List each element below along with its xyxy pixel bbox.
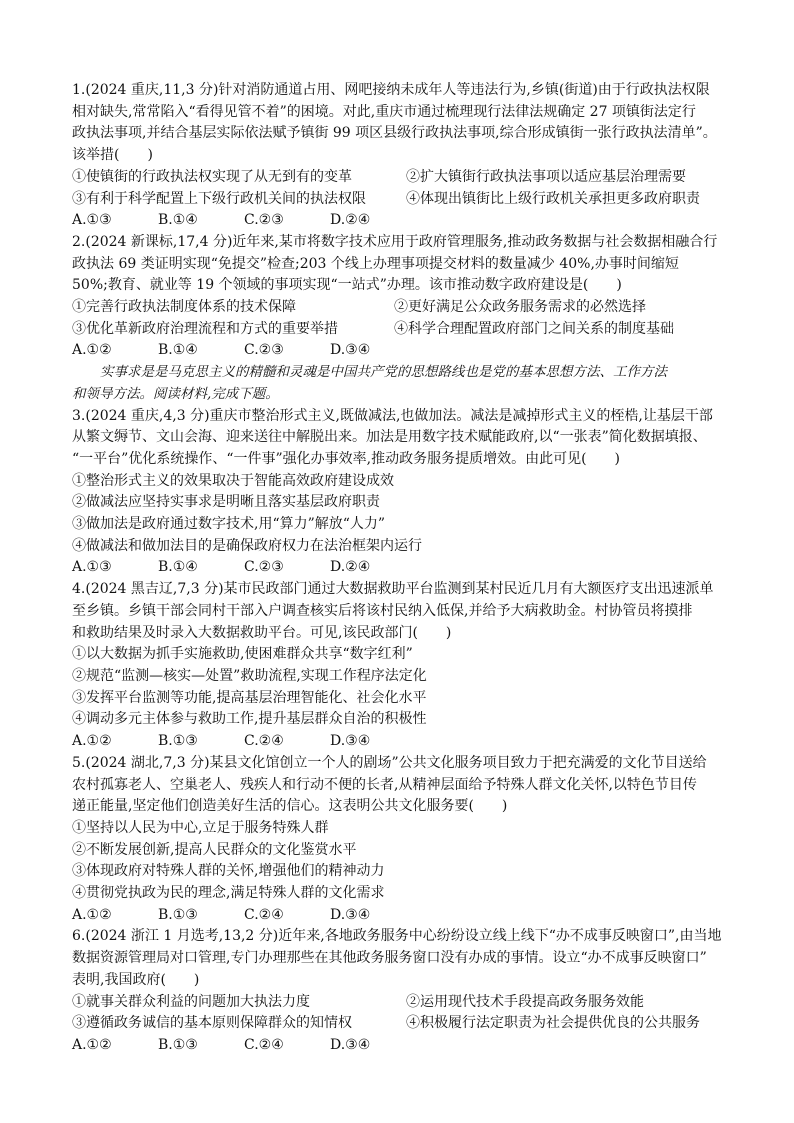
question-stem-line: 数据资源管理局对口管理,专门办理那些在其他政务服务窗口没有办成的事情。设立“办不成事反映窗口” [72,950,707,967]
choice-row [72,1035,732,1057]
statement-3: ③优化革新政府治理流程和方式的重要举措 [72,320,338,337]
question-stem-line: 农村孤寡老人、空巢老人、残疾人和行动不便的长者,从精神层面给予特殊人群文化关怀,以特色节目传 [72,776,697,793]
choice-d: D.③④ [330,733,371,750]
question-stem-line: 该举措( ) [72,147,153,164]
choice-a: A.①③ [72,559,112,576]
question-stem-line: 50%;教育、就业等 19 个领域的事项实现“一站式”办理。该市推动数字政府建设是( ) [72,277,622,294]
question-2 [72,232,732,362]
choice-c: C.②③ [244,212,284,229]
statement-3: ③做加法是政府通过数字技术,用“算力”解放“人力” [72,516,386,533]
statement-row [72,992,732,1014]
question-4 [72,579,732,753]
question-1 [72,80,732,232]
statement-row [72,189,732,211]
choice-c: C.②④ [244,906,284,923]
question-stem-line: 相对缺失,常常陷入“看得见管不着”的困境。对此,重庆市通过梳理现行法律法规确定 27 项镇街法定行 [72,103,696,120]
statement-1: ①整治形式主义的效果取决于智能高效政府建设成效 [72,472,394,489]
statement-2: ②做减法应坚持实事求是明晰且落实基层政府职责 [72,494,380,511]
choice-b: B.①④ [158,342,198,359]
statement-3: ③发挥平台监测等功能,提高基层治理智能化、社会化水平 [72,689,427,706]
question-stem-line: 政执法事项,并结合基层实际依法赋予镇街 99 项区县级行政执法事项,综合形成镇街一张行政执法清单”。 [72,125,717,142]
question-6 [72,926,732,1056]
statement-row [72,319,732,341]
statement-3: ③体现政府对特殊人群的关怀,增强他们的精神动力 [72,863,385,880]
statement-4: ④体现出镇街比上级行政机关承担更多政府职责 [406,190,700,207]
question-stem-line: 表明,我国政府( ) [72,971,200,988]
statement-2: ②运用现代技术手段提高政务服务效能 [406,993,644,1010]
choice-d: D.②④ [330,559,371,576]
statement-row [72,297,732,319]
choice-b: B.①④ [158,559,198,576]
choice-b: B.①③ [158,733,198,750]
choice-row [72,557,732,579]
statement-2: ②更好满足公众政务服务需求的必然选择 [394,299,646,316]
statement-1: ①坚持以人民为中心,立足于服务特殊人群 [72,819,329,836]
statement-3: ③遵循政务诚信的基本原则保障群众的知情权 [72,1015,352,1032]
question-stem-line: 4.(2024 黑吉辽,7,3 分)某市民政部门通过大数据救助平台监测到某村民近几月有大额医疗支出迅速派单 [72,581,714,598]
reading-intro [72,362,732,405]
question-stem-line: 2.(2024 新课标,17,4 分)近年来,某市将数字技术应用于政府管理服务,推动政务数据与社会数据相融合行 [72,233,718,250]
statement-2: ②不断发展创新,提高人民群众的文化鉴赏水平 [72,841,357,858]
choice-a: A.①② [72,906,112,923]
choice-a: A.①② [72,342,112,359]
question-stem-line: 5.(2024 湖北,7,3 分)某县文化馆创立一个人的剧场”公共文化服务项目致力于把充满爱的文化节目送给 [72,754,707,771]
question-5 [72,753,732,927]
choice-row [72,905,732,927]
statement-4: ④积极履行法定职责为社会提供优良的公共服务 [406,1015,700,1032]
choice-row [72,340,732,362]
choice-a: A.①③ [72,212,112,229]
statement-4: ④调动多元主体参与救助工作,提升基层群众自治的积极性 [72,711,427,728]
choice-b: B.①③ [158,906,198,923]
question-stem-line: 和救助结果及时录入大数据救助平台。可见,该民政部门( ) [72,624,452,641]
question-3 [72,406,732,580]
choice-b: B.①③ [158,1036,198,1053]
choice-d: D.②④ [330,212,371,229]
statement-2: ②扩大镇街行政执法事项以适应基层治理需要 [406,168,686,185]
choice-c: C.②④ [244,733,284,750]
statement-1: ①使镇街的行政执法权实现了从无到有的变革 [72,168,352,185]
question-stem-line: 6.(2024 浙江 1 月选考,13,2 分)近年来,各地政务服务中心纷纷设立线上线下“办不成事反映窗口”,由当地 [72,928,722,945]
statement-4: ④做减法和做加法目的是确保政府权力在法治框架内运行 [72,537,422,554]
choice-row [72,731,732,753]
choice-c: C.②④ [244,1036,284,1053]
choice-a: A.①② [72,1036,112,1053]
statement-4: ④科学合理配置政府部门之间关系的制度基础 [394,320,674,337]
question-stem-line: 至乡镇。乡镇干部会同村干部入户调查核实后将该村民纳入低保,并给予大病救助金。村协管员将摸排 [72,602,693,619]
statement-4: ④贯彻党执政为民的理念,满足特殊人群的文化需求 [72,885,385,902]
statement-row [72,167,732,189]
statement-1: ①完善行政执法制度体系的技术保障 [72,299,296,316]
question-stem-line: 递正能量,坚定他们创造美好生活的信心。这表明公共文化服务要( ) [72,798,508,815]
statement-3: ③有利于科学配置上下级行政机关间的执法权限 [72,190,366,207]
question-stem-line: “一平台”优化系统操作、“一件事”强化办事效率,推动政务服务提质增效。由此可见( ) [72,450,621,467]
statement-row [72,1013,732,1035]
choice-d: D.③④ [330,342,371,359]
choice-a: A.①② [72,733,112,750]
statement-1: ①以大数据为抓手实施救助,使困难群众共享“数字红利” [72,646,413,663]
choice-c: C.②③ [244,342,284,359]
question-stem-line: 3.(2024 重庆,4,3 分)重庆市整治形式主义,既做减法,也做加法。减法是减掉形式主义的桎梏,让基层干部 [72,407,713,424]
choice-b: B.①④ [158,212,198,229]
exam-page [72,80,732,1057]
choice-d: D.③④ [330,1036,371,1053]
intro-line: 和领导方法。阅读材料,完成下题。 [72,385,279,402]
question-stem-line: 政执法 69 类证明实现“免提交”检查;203 个线上办理事项提交材料的数量减少 40%,办事时间缩短 [72,255,679,272]
intro-line: 实事求是是马克思主义的精髓和灵魂是中国共产党的思想路线也是党的基本思想方法、工作方法 [100,364,667,381]
question-stem-line: 从繁文缛节、文山会海、迎来送往中解脱出来。加法是用数字技术赋能政府,以“一张表”简化数据填报、 [72,429,707,446]
choice-row [72,210,732,232]
choice-d: D.③④ [330,906,371,923]
question-stem-line: 1.(2024 重庆,11,3 分)针对消防通道占用、网吧接纳未成年人等违法行为,乡镇(街道)由于行政执法权限 [72,82,710,98]
statement-1: ①就事关群众利益的问题加大执法力度 [72,993,310,1010]
statement-2: ②规范“监测—核实—处置”救助流程,实现工作程序法定化 [72,667,427,684]
choice-c: C.②③ [244,559,284,576]
